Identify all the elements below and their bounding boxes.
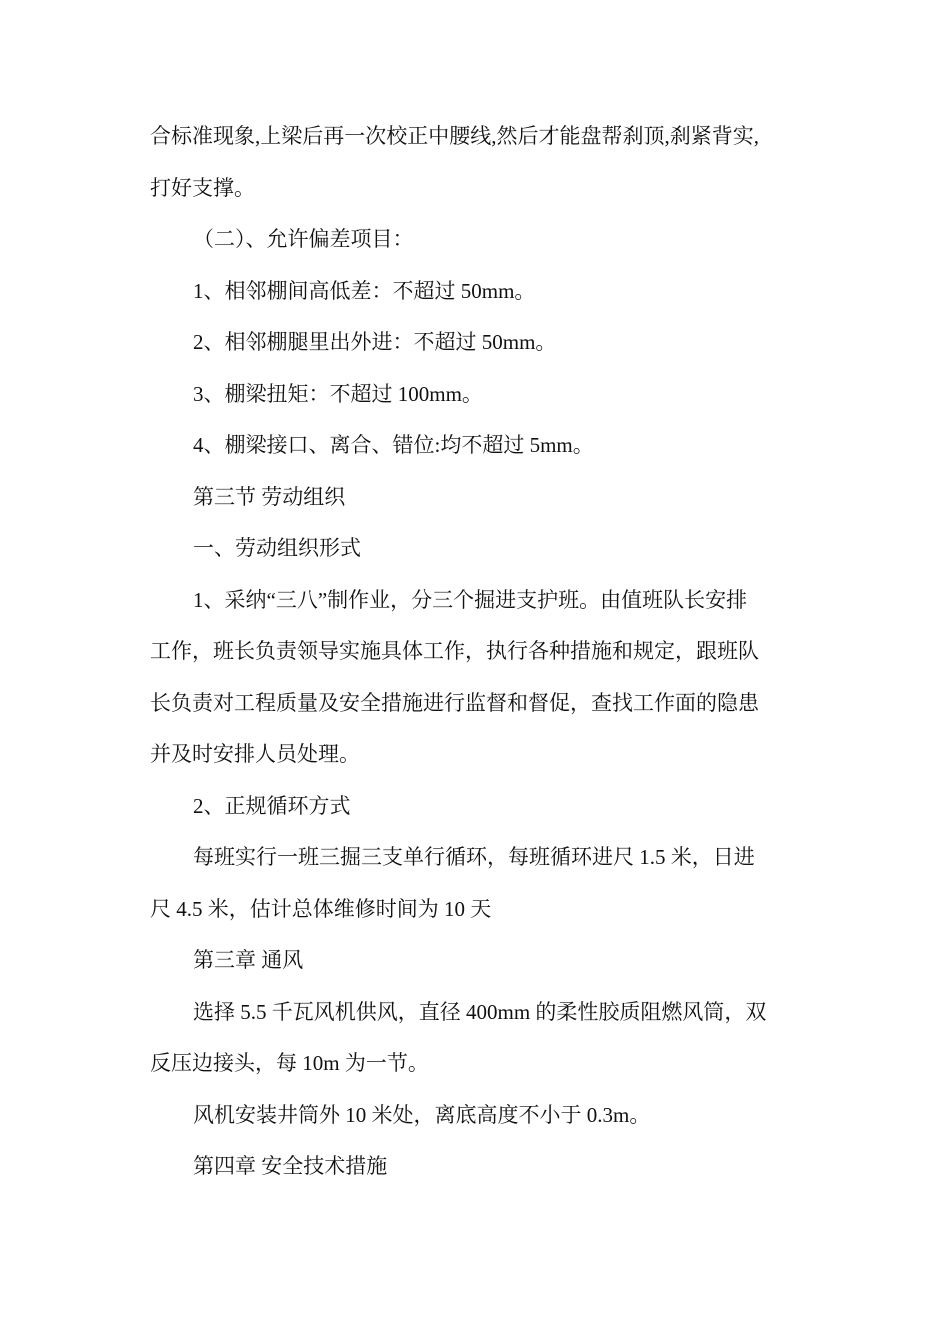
text-line: 第四章 安全技术措施: [193, 1154, 388, 1178]
text-line: 第三节 劳动组织: [193, 484, 346, 509]
text-line: 反压边接头，每 10m 为一节。: [150, 1051, 429, 1075]
paragraph-fan-installation: [150, 1090, 810, 1142]
text-line: 1、相邻棚间高低差：不超过 50mm。: [193, 278, 536, 303]
text-line: （二）、允许偏差项目：: [193, 227, 414, 251]
text-line: 2、正规循环方式: [193, 793, 351, 818]
list-item-deviation-4: [150, 420, 810, 472]
text-line: 选择 5.5 千瓦风机供风，直径 400mm 的柔性胶质阻燃风筒，双: [193, 999, 767, 1024]
paragraph-cycle-detail: [150, 832, 810, 935]
text-line: 每班实行一班三掘三支单行循环，每班循环进尺 1.5 米，日进: [193, 845, 755, 869]
text-line: 2、相邻棚腿里出外进：不超过 50mm。: [193, 330, 557, 354]
list-item-deviation-3: [150, 369, 810, 421]
chapter-heading-ventilation: [150, 935, 810, 987]
chapter-heading-safety-measures: [150, 1141, 810, 1193]
text-line: 工作，班长负责领导实施具体工作，执行各种措施和规定，跟班队: [150, 639, 759, 663]
text-line: 1、采纳“三八”制作业，分三个掘进支护班。由值班队长安排: [193, 587, 748, 612]
text-line: 长负责对工程质量及安全措施进行监督和督促，查找工作面的隐患: [150, 690, 759, 715]
text-line: 并及时安排人员处理。: [150, 742, 360, 766]
text-line: 合标准现象,上梁后再一次校正中腰线,然后才能盘帮刹顶,刹紧背实,: [150, 124, 759, 148]
text-line: 第三章 通风: [193, 948, 304, 972]
text-line: 尺 4.5 米，估计总体维修时间为 10 天: [150, 896, 492, 921]
paragraph-support-process: [150, 111, 810, 214]
subheading-labor-form: [150, 523, 810, 575]
paragraph-shift-system: [150, 575, 810, 781]
text-line: 风机安装井筒外 10 米处，离底高度不小于 0.3m。: [193, 1102, 651, 1127]
text-line: 3、棚梁扭矩：不超过 100mm。: [193, 381, 483, 406]
list-item-deviation-2: [150, 317, 810, 369]
text-line: 4、棚梁接口、离合、错位:均不超过 5mm。: [193, 433, 594, 457]
text-line: 打好支撑。: [150, 175, 255, 200]
subheading-regular-cycle: [150, 781, 810, 833]
text-line: 一、劳动组织形式: [193, 536, 361, 560]
paragraph-fan-selection: [150, 987, 810, 1090]
section-heading-labor-organization: [150, 472, 810, 524]
section-heading-allowed-deviation: [150, 214, 810, 266]
list-item-deviation-1: [150, 266, 810, 318]
